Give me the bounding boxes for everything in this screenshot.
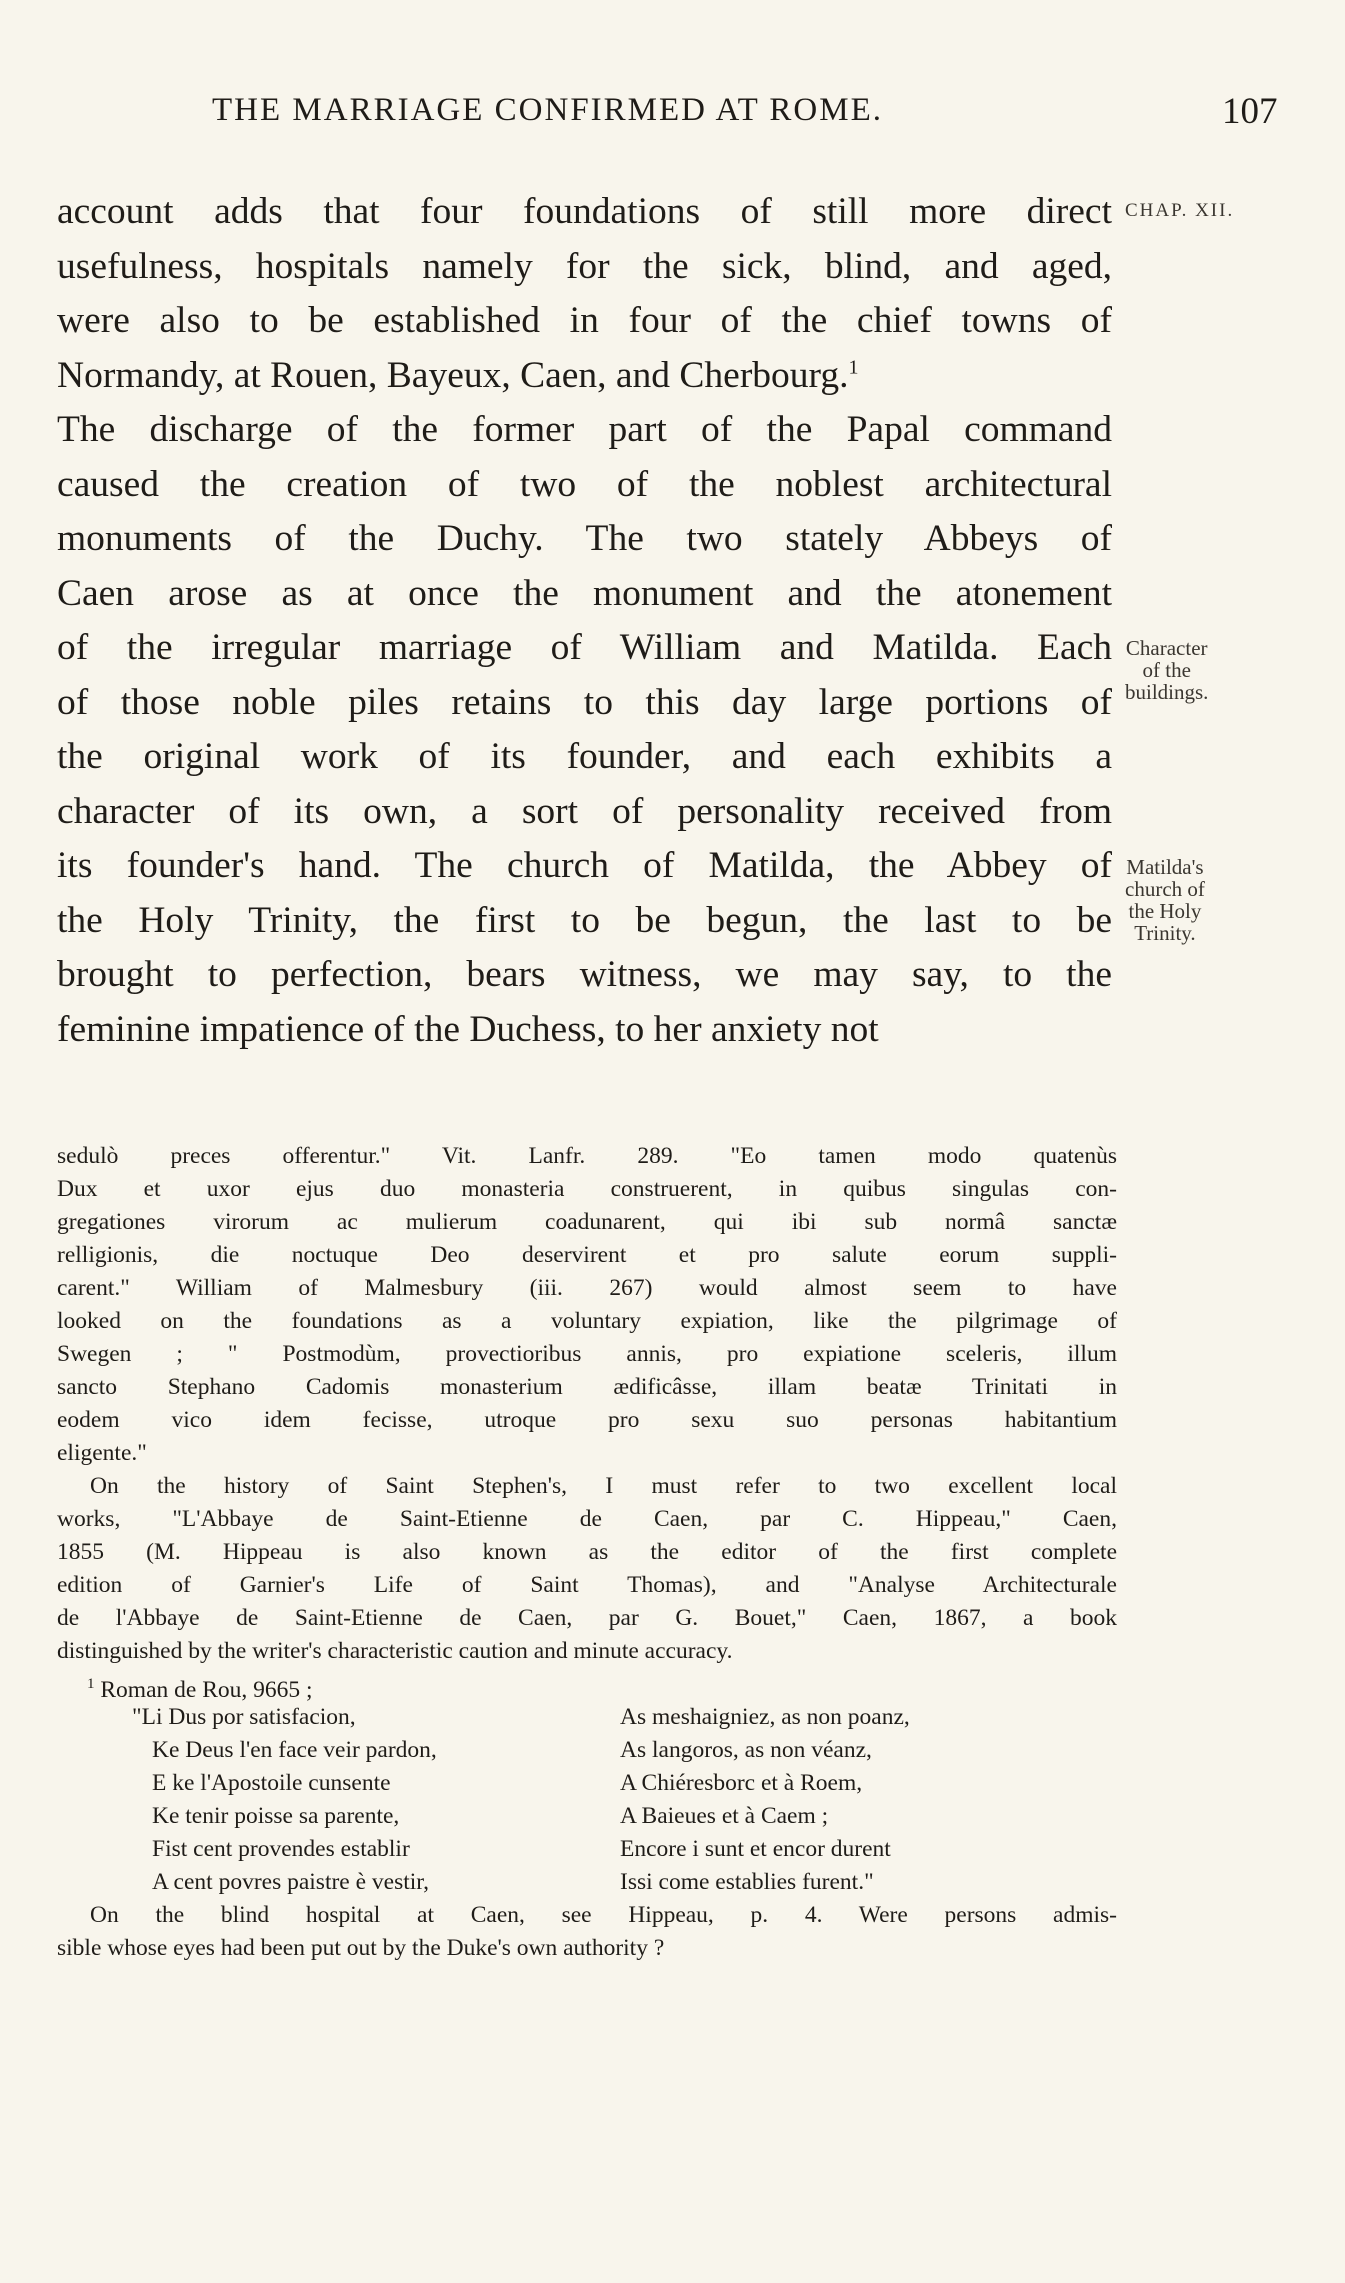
- note-line: eligente.": [57, 1440, 147, 1466]
- note-line: looked on the foundations as a voluntary expiation, like the pilgrimage of: [57, 1308, 1117, 1334]
- verse-left: E ke l'Apostoile cunsente: [152, 1770, 391, 1796]
- verse-row: [57, 1767, 1147, 1800]
- note-line: sedulò preces offerentur." Vit. Lanfr. 289. "Eo tamen modo quatenùs: [57, 1143, 1117, 1169]
- verse-right: As meshaigniez, as non poanz,: [620, 1704, 910, 1730]
- margin-note-line: Matilda's: [1126, 855, 1204, 879]
- verse-right: Encore i sunt et encor durent: [620, 1836, 891, 1862]
- verse-row: [57, 1833, 1147, 1866]
- margin-note-line: the Holy: [1128, 899, 1202, 923]
- text-line: the Holy Trinity, the first to be begun, the last to be: [57, 899, 1112, 941]
- verse-row: [57, 1734, 1147, 1767]
- verse-right: Issi come establies furent.": [620, 1869, 874, 1895]
- note-line: distinguished by the writer's characteristic caution and minute accuracy.: [57, 1638, 733, 1664]
- verse-right: A Chiéresborc et à Roem,: [620, 1770, 863, 1796]
- text-line: of those noble piles retains to this day large portions of: [57, 681, 1112, 723]
- text-line: its founder's hand. The church of Matilda, the Abbey of: [57, 845, 1112, 886]
- verse-row: [57, 1800, 1147, 1833]
- verse-right: A Baieues et à Caem ;: [620, 1803, 829, 1829]
- text-line: account adds that four foundations of still more direct: [57, 191, 1112, 232]
- margin-chapter: CHAP. XII.: [1125, 200, 1235, 221]
- running-header: [0, 92, 1345, 142]
- text-line: caused the creation of two of the noblest architectural: [57, 463, 1112, 505]
- text-line: character of its own, a sort of personality received from: [57, 790, 1112, 832]
- text-line-content: Normandy, at Rouen, Bayeux, Caen, and Cherbourg.: [57, 354, 849, 396]
- running-title: THE MARRIAGE CONFIRMED AT ROME.: [212, 92, 884, 128]
- text-line: The discharge of the former part of the Papal command: [57, 409, 1112, 450]
- verse-row: [57, 1701, 1147, 1734]
- text-line: monuments of the Duchy. The two stately Abbeys of: [57, 518, 1112, 559]
- text-line: [57, 349, 1112, 404]
- verse-left: Ke tenir poisse sa parente,: [152, 1803, 400, 1829]
- text-line: feminine impatience of the Duchess, to her anxiety not: [57, 1008, 879, 1050]
- note-line: Swegen ; " Postmodùm, provectioribus annis, pro expiatione sceleris, illum: [57, 1341, 1117, 1367]
- text-line: of the irregular marriage of William and Matilda. Each: [57, 627, 1112, 668]
- text-line: usefulness, hospitals namely for the sick, blind, and aged,: [57, 245, 1112, 287]
- note-line: eodem vico idem fecisse, utroque pro sexu suo personas habitantium: [57, 1407, 1117, 1433]
- note-line: gregationes virorum ac mulierum coadunarent, qui ibi sub normâ sanctæ: [57, 1209, 1117, 1235]
- verse-left: A cent povres paistre è vestir,: [152, 1869, 430, 1895]
- margin-note-line: Character: [1125, 636, 1208, 660]
- verse-left: Fist cent provendes establir: [152, 1836, 410, 1862]
- note-line: carent." William of Malmesbury (iii. 267) would almost seem to have: [57, 1275, 1117, 1301]
- verse-right: As langoros, as non véanz,: [620, 1737, 872, 1763]
- margin-note-line: buildings.: [1125, 680, 1209, 704]
- footnote-ref: [57, 1668, 1147, 1701]
- footnotes: [57, 1140, 1147, 1965]
- margin-note-line: of the: [1142, 658, 1191, 682]
- main-text: [57, 185, 1117, 1057]
- text-line: were also to be established in four of the chief towns of: [57, 300, 1112, 341]
- margin-note-line: church of: [1125, 877, 1205, 901]
- footnote-marker: 1: [848, 356, 859, 378]
- footnote-marker: 1: [87, 1676, 95, 1692]
- margin-note-matilda: [1125, 856, 1205, 944]
- note-line: On the blind hospital at Caen, see Hippeau, p. 4. Were persons admis-: [90, 1902, 1117, 1928]
- margin-note-line: Trinity.: [1134, 921, 1196, 945]
- footnote-ref-text: Roman de Rou, 9665 ;: [100, 1676, 313, 1703]
- note-line: relligionis, die noctuque Deo deservirent et pro salute eorum suppli-: [57, 1242, 1117, 1268]
- note-line: Dux et uxor ejus duo monasteria construerent, in quibus singulas con-: [57, 1176, 1117, 1202]
- text-line: the original work of its founder, and each exhibits a: [57, 736, 1112, 777]
- page-number: 107: [1222, 91, 1278, 132]
- note-line: sancto Stephano Cadomis monasterium ædificâsse, illam beatæ Trinitati in: [57, 1374, 1117, 1400]
- note-line: 1855 (M. Hippeau is also known as the editor of the first complete: [57, 1539, 1117, 1565]
- text-line: Caen arose as at once the monument and the atonement: [57, 572, 1112, 614]
- note-line: On the history of Saint Stephen's, I must refer to two excellent local: [90, 1473, 1117, 1499]
- note-line: sible whose eyes had been put out by the Duke's own authority ?: [57, 1935, 665, 1961]
- verse-row: [57, 1866, 1147, 1899]
- note-line: de l'Abbaye de Saint-Etienne de Caen, par G. Bouet," Caen, 1867, a book: [57, 1605, 1117, 1631]
- verse-left: Ke Deus l'en face veir pardon,: [152, 1737, 437, 1763]
- verse-left: "Li Dus por satisfacion,: [132, 1704, 356, 1730]
- text-line: brought to perfection, bears witness, we may say, to the: [57, 954, 1112, 995]
- margin-note-character: [1125, 637, 1208, 703]
- note-line: works, "L'Abbaye de Saint-Etienne de Caen, par C. Hippeau," Caen,: [57, 1506, 1117, 1532]
- note-line: edition of Garnier's Life of Saint Thomas), and "Analyse Architecturale: [57, 1572, 1117, 1598]
